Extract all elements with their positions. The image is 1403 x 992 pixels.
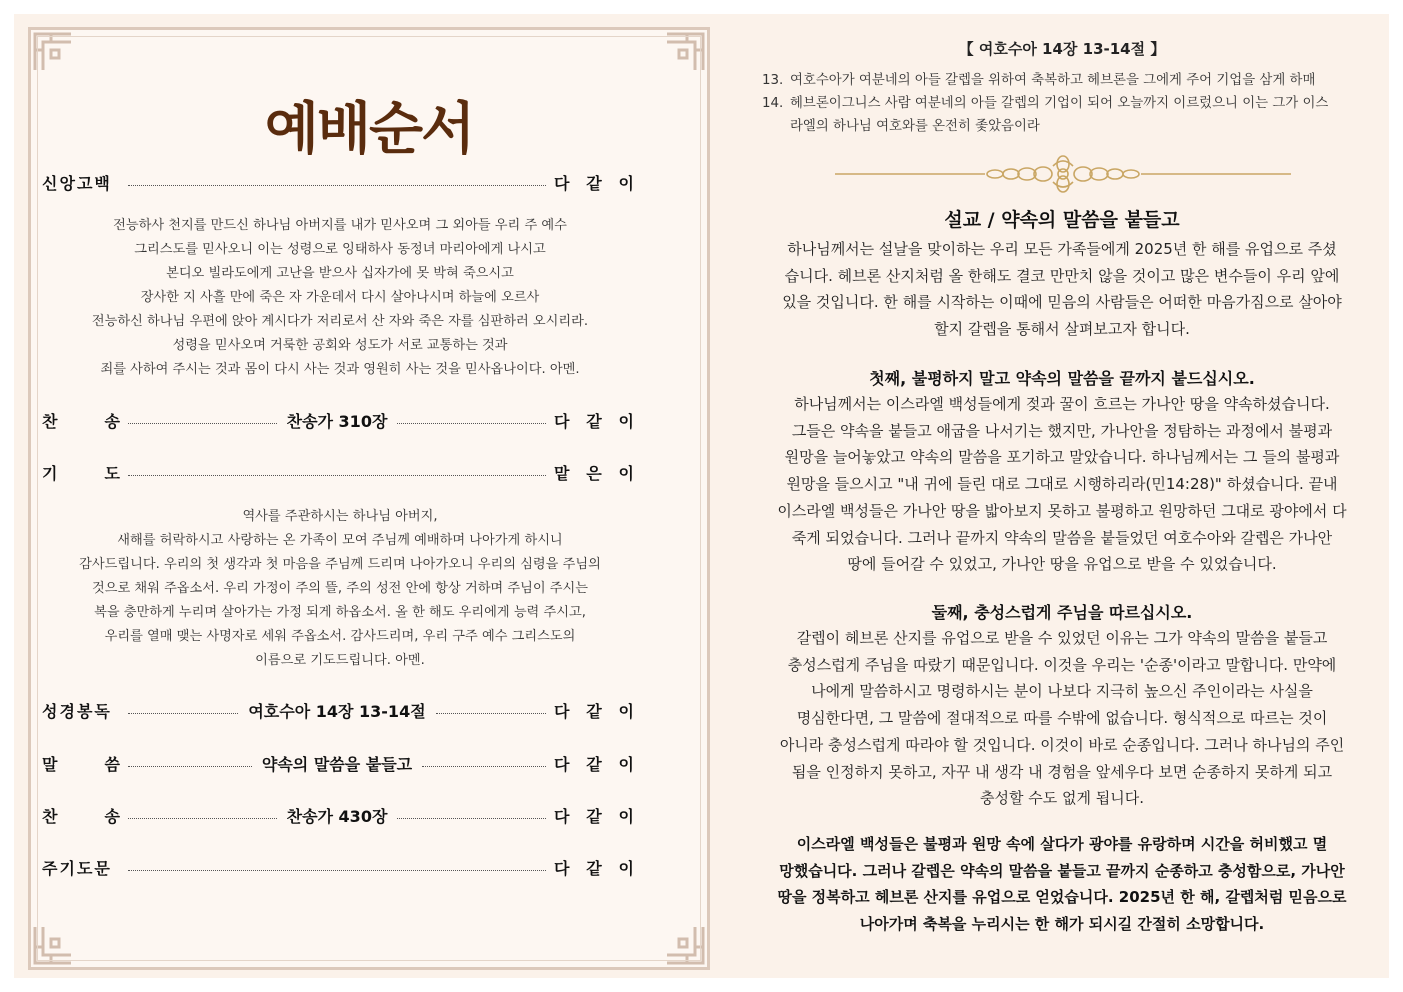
- order-row-creed: [42, 170, 634, 194]
- leader-dots: [128, 870, 546, 871]
- order-label: 기 도: [42, 463, 120, 483]
- lattice-corner-icon: [665, 925, 705, 965]
- order-leader: 맡 은 이: [554, 463, 634, 483]
- lattice-corner-icon: [33, 925, 73, 965]
- leader-dots: [128, 818, 277, 819]
- order-detail: 여호수아 14장 13-14절: [248, 701, 426, 721]
- leader-dots: [128, 475, 546, 476]
- point-2-text: 갈렙이 헤브론 산지를 유업으로 받을 수 있었던 이유는 그가 약속의 말씀을 붙들고 충성스럽게 주님을 따랐기 때문입니다. 이것을 우리는 '순종'이라고 말합니다. 만약에 나에게 말씀하시고 명령하시는 분이 나보다 지극히 높으신 주인이라는 사실을 명심한다면, 그 말씀에 절대적으로 따를 수밖에 없습니다. 형식적으로 따르는 것이 아니라 충성스럽게 따라야 할 것입니다. 이것이 바로 순종입니다. 그러나 하나님의 주인 됨을 인정하지 못하고, 자꾸 내 생각 내 경험을 앞세우다 보면 순종하지 못하게 되고 충성할 수도 없게 됩니다.: [779, 629, 1345, 808]
- order-label: 신앙고백: [42, 173, 112, 193]
- page-title: 예배순서: [264, 97, 474, 162]
- order-leader: 다 같 이: [554, 411, 635, 431]
- point-1-title: 첫째, 불평하지 말고 약속의 말씀을 끝까지 붙드십시오.: [869, 369, 1255, 388]
- order-row-lords-prayer: [42, 855, 634, 879]
- lattice-corner-icon: [665, 32, 705, 72]
- order-label: 성경봉독: [42, 701, 112, 721]
- point-1-text: 하나님께서는 이스라엘 백성들에게 젖과 꿀이 흐르는 가나안 땅을 약속하셨습니다. 그들은 약속을 붙들고 애굽을 나서기는 했지만, 가나안을 정탐하는 과정에서 불평과 원망을 늘어놓았고 약속의 말씀을 포기하고 말았습니다. 하나님께서는 그 들의 불평과 원망을 들으시고 "내 귀에 들린 대로 그대로 시행하리라(민14:28)" 하셨습니다. 끝내 이스라엘 백성들은 가나안 땅을 밟아보지 못하고 불평하고 원망하던 그대로 광야에서 다 죽게 되었습니다. 그러나 끝까지 약속의 말씀을 붙들었던 여호수아와 갈렙은 가나안 땅에 들어갈 수 있었고, 가나안 땅을 유업으로 받을 수 있었습니다.: [777, 395, 1347, 574]
- leader-dots: [397, 818, 546, 819]
- sermon-closing: 이스라엘 백성들은 불평과 원망 속에 살다가 광야를 유랑하며 시간을 허비했고 멸 망했습니다. 그러나 갈렙은 약속의 말씀을 붙들고 끝까지 순종하고 충성함으로, 가나안 땅을 정복하고 헤브론 산지를 유업으로 얻었습니다. 2025년 한 해, 갈렙처럼 믿음으로 나아가며 축복을 누리시는 한 해가 되시길 간절히 소망합니다.: [777, 835, 1347, 934]
- order-label: 주기도문: [42, 858, 112, 878]
- prayer-text: 역사를 주관하시는 하나님 아버지, 새해를 허락하시고 사랑하는 온 가족이 모여 주님께 예배하며 나아가게 하시니 감사드립니다. 우리의 첫 생각과 첫 마음을 주님께 드리며 나아가오니 우리의 심령을 주님의 것으로 채워 주옵소서. 우리 가정이 주의 뜰, 주의 성전 안에 항상 거하며 주님이 주시는 복을 충만하게 누리며 살아가는 가정 되게 하옵소서. 올 한 해도 우리에게 능력 주시고, 우리를 열매 맺는 사명자로 세워 주옵소서. 감사드리며, 우리 구주 예수 그리스도의 이름으로 기도드립니다. 아멘.: [79, 509, 601, 668]
- leader-dots: [128, 766, 252, 767]
- order-leader: 다 같 이: [554, 701, 635, 721]
- order-leader: 다 같 이: [554, 858, 634, 878]
- order-label: 말 씀: [42, 754, 120, 774]
- verse-14: 14. 헤브론이그니스 사람 여분네의 아들 갈렙의 기업이 되어 오늘까지 이르렀으니 이는 그가 이스 라엘의 하나님 여호와를 온전히 좇았음이라: [762, 96, 1329, 134]
- order-row-hymn-2: [42, 803, 634, 827]
- leader-dots: [397, 423, 546, 424]
- verse-13: 13. 여호수아가 여분네의 아들 갈렙을 위하여 축복하고 헤브론을 그에게 주어 기업을 삼게 하매: [762, 73, 1316, 88]
- order-label: 찬 송: [42, 806, 120, 826]
- creed-text: 전능하사 천지를 만드신 하나님 아버지를 내가 믿사오며 그 외아들 우리 주 예수 그리스도를 믿사오니 이는 성령으로 잉태하사 동정녀 마리아에게 나시고 본디오 빌라도에게 고난을 받으사 십자가에 못 박혀 죽으시고 장사한 지 사흘 만에 죽은 자 가운데서 다시 살아나시며 하늘에 오르사 전능하신 하나님 우편에 앉아 계시다가 저리로서 산 자와 죽은 자를 심판하러 오시리라. 성령을 믿사오며 거룩한 공회와 성도가 서로 교통하는 것과 죄를 사하여 주시는 것과 몸이 다시 사는 것과 영원히 사는 것을 믿사옵나이다. 아멘.: [91, 218, 589, 377]
- scripture-title: 【 여호수아 14장 13-14절 】: [958, 40, 1166, 58]
- sermon-title: 설교 / 약속의 말씀을 붙들고: [944, 209, 1180, 231]
- order-row-sermon: [42, 751, 634, 775]
- leader-dots: [436, 713, 546, 714]
- order-leader: 다 같 이: [554, 754, 634, 774]
- leader-dots: [128, 713, 238, 714]
- order-row-hymn-1: [42, 408, 634, 432]
- order-leader: 다 같 이: [554, 173, 634, 193]
- knot-ornament-icon: [835, 152, 1291, 196]
- leader-dots: [128, 423, 277, 424]
- order-leader: 다 같 이: [554, 806, 635, 826]
- leader-dots: [422, 766, 546, 767]
- order-row-prayer: [42, 460, 634, 484]
- worship-order-panel: [28, 27, 710, 970]
- sermon-intro: 하나님께서는 설날을 맞이하는 우리 모든 가족들에게 2025년 한 해를 유업으로 주셨 습니다. 헤브론 산지처럼 올 한해도 결코 만만치 않을 것이고 많은 변수들이 우리 앞에 있을 것입니다. 한 해를 시작하는 이때에 믿음의 사람들은 어떠한 마음가짐으로 살아야 할지 갈렙을 통해서 살펴보고자 합니다.: [782, 240, 1342, 339]
- order-label: 찬 송: [42, 411, 120, 431]
- order-row-scripture: [42, 698, 634, 722]
- point-2-title: 둘째, 충성스럽게 주님을 따르십시오.: [931, 603, 1193, 622]
- order-detail: 약속의 말씀을 붙들고: [261, 754, 413, 774]
- order-detail: 찬송가 310장: [286, 411, 388, 431]
- leader-dots: [128, 185, 546, 186]
- order-detail: 찬송가 430장: [286, 806, 388, 826]
- lattice-corner-icon: [33, 32, 73, 72]
